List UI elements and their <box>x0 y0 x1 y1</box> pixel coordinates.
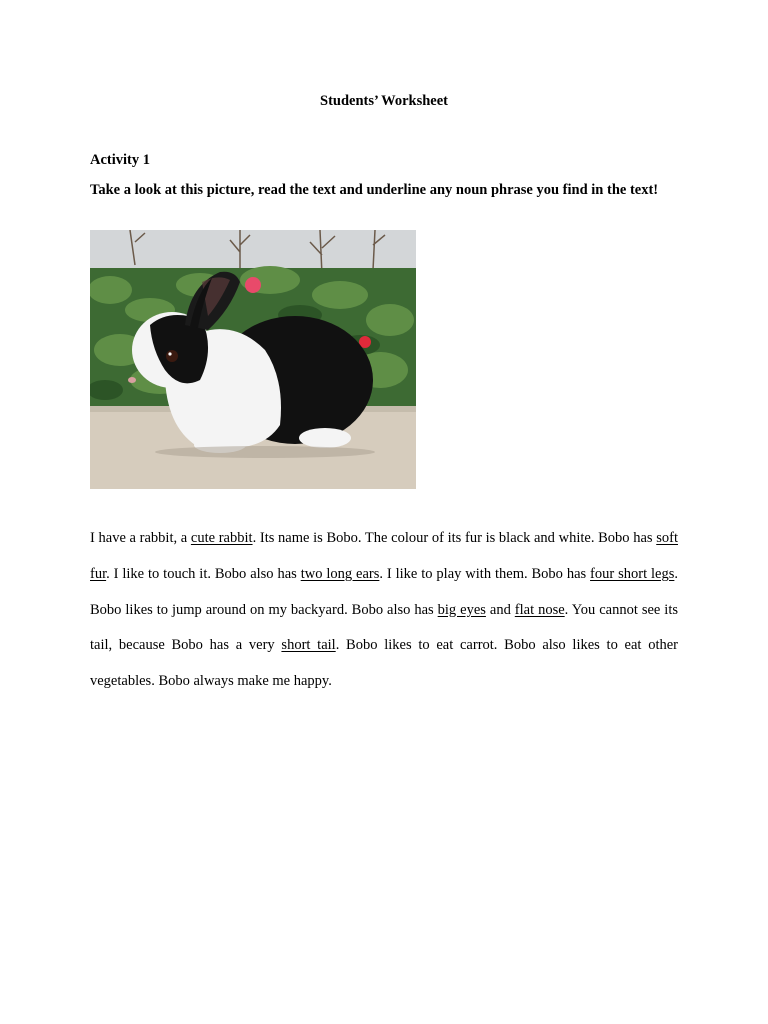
story-text: . I like to touch it. Bobo also has <box>106 565 301 582</box>
noun-phrase: four short legs <box>590 565 675 582</box>
noun-phrase: short tail <box>281 637 336 654</box>
noun-phrase: cute rabbit <box>190 530 253 546</box>
worksheet-title: Students’ Worksheet <box>320 93 448 109</box>
story-text: I have a rabbit, a <box>90 530 191 546</box>
rabbit-photo <box>90 230 416 489</box>
story-text: . Bobo likes to jump around on my backyard. Bobo also has <box>90 565 678 618</box>
noun-phrase: big eyes <box>437 601 486 618</box>
noun-phrase: flat nose <box>514 601 565 618</box>
noun-phrase: two long ears <box>300 565 380 582</box>
activity-instruction: Take a look at this picture, read the text and underline any noun phrase you find in the text! <box>90 182 659 198</box>
story-text: . You cannot see its tail, because Bobo has a very <box>90 601 678 654</box>
rabbit-illustration <box>90 230 416 489</box>
story-text: . I like to play with them. Bobo has <box>379 565 591 582</box>
activity-heading: Activity 1 <box>90 152 150 168</box>
story-text: . Bobo likes to eat carrot. Bobo also likes to eat other vegetables. Bobo always make me happy. <box>90 637 678 690</box>
story-text: . Its name is Bobo. The colour of its fur is black and white. Bobo has <box>252 530 657 546</box>
story-paragraph <box>90 521 678 700</box>
noun-phrase: soft fur <box>90 530 678 582</box>
story-text: and <box>485 601 515 618</box>
